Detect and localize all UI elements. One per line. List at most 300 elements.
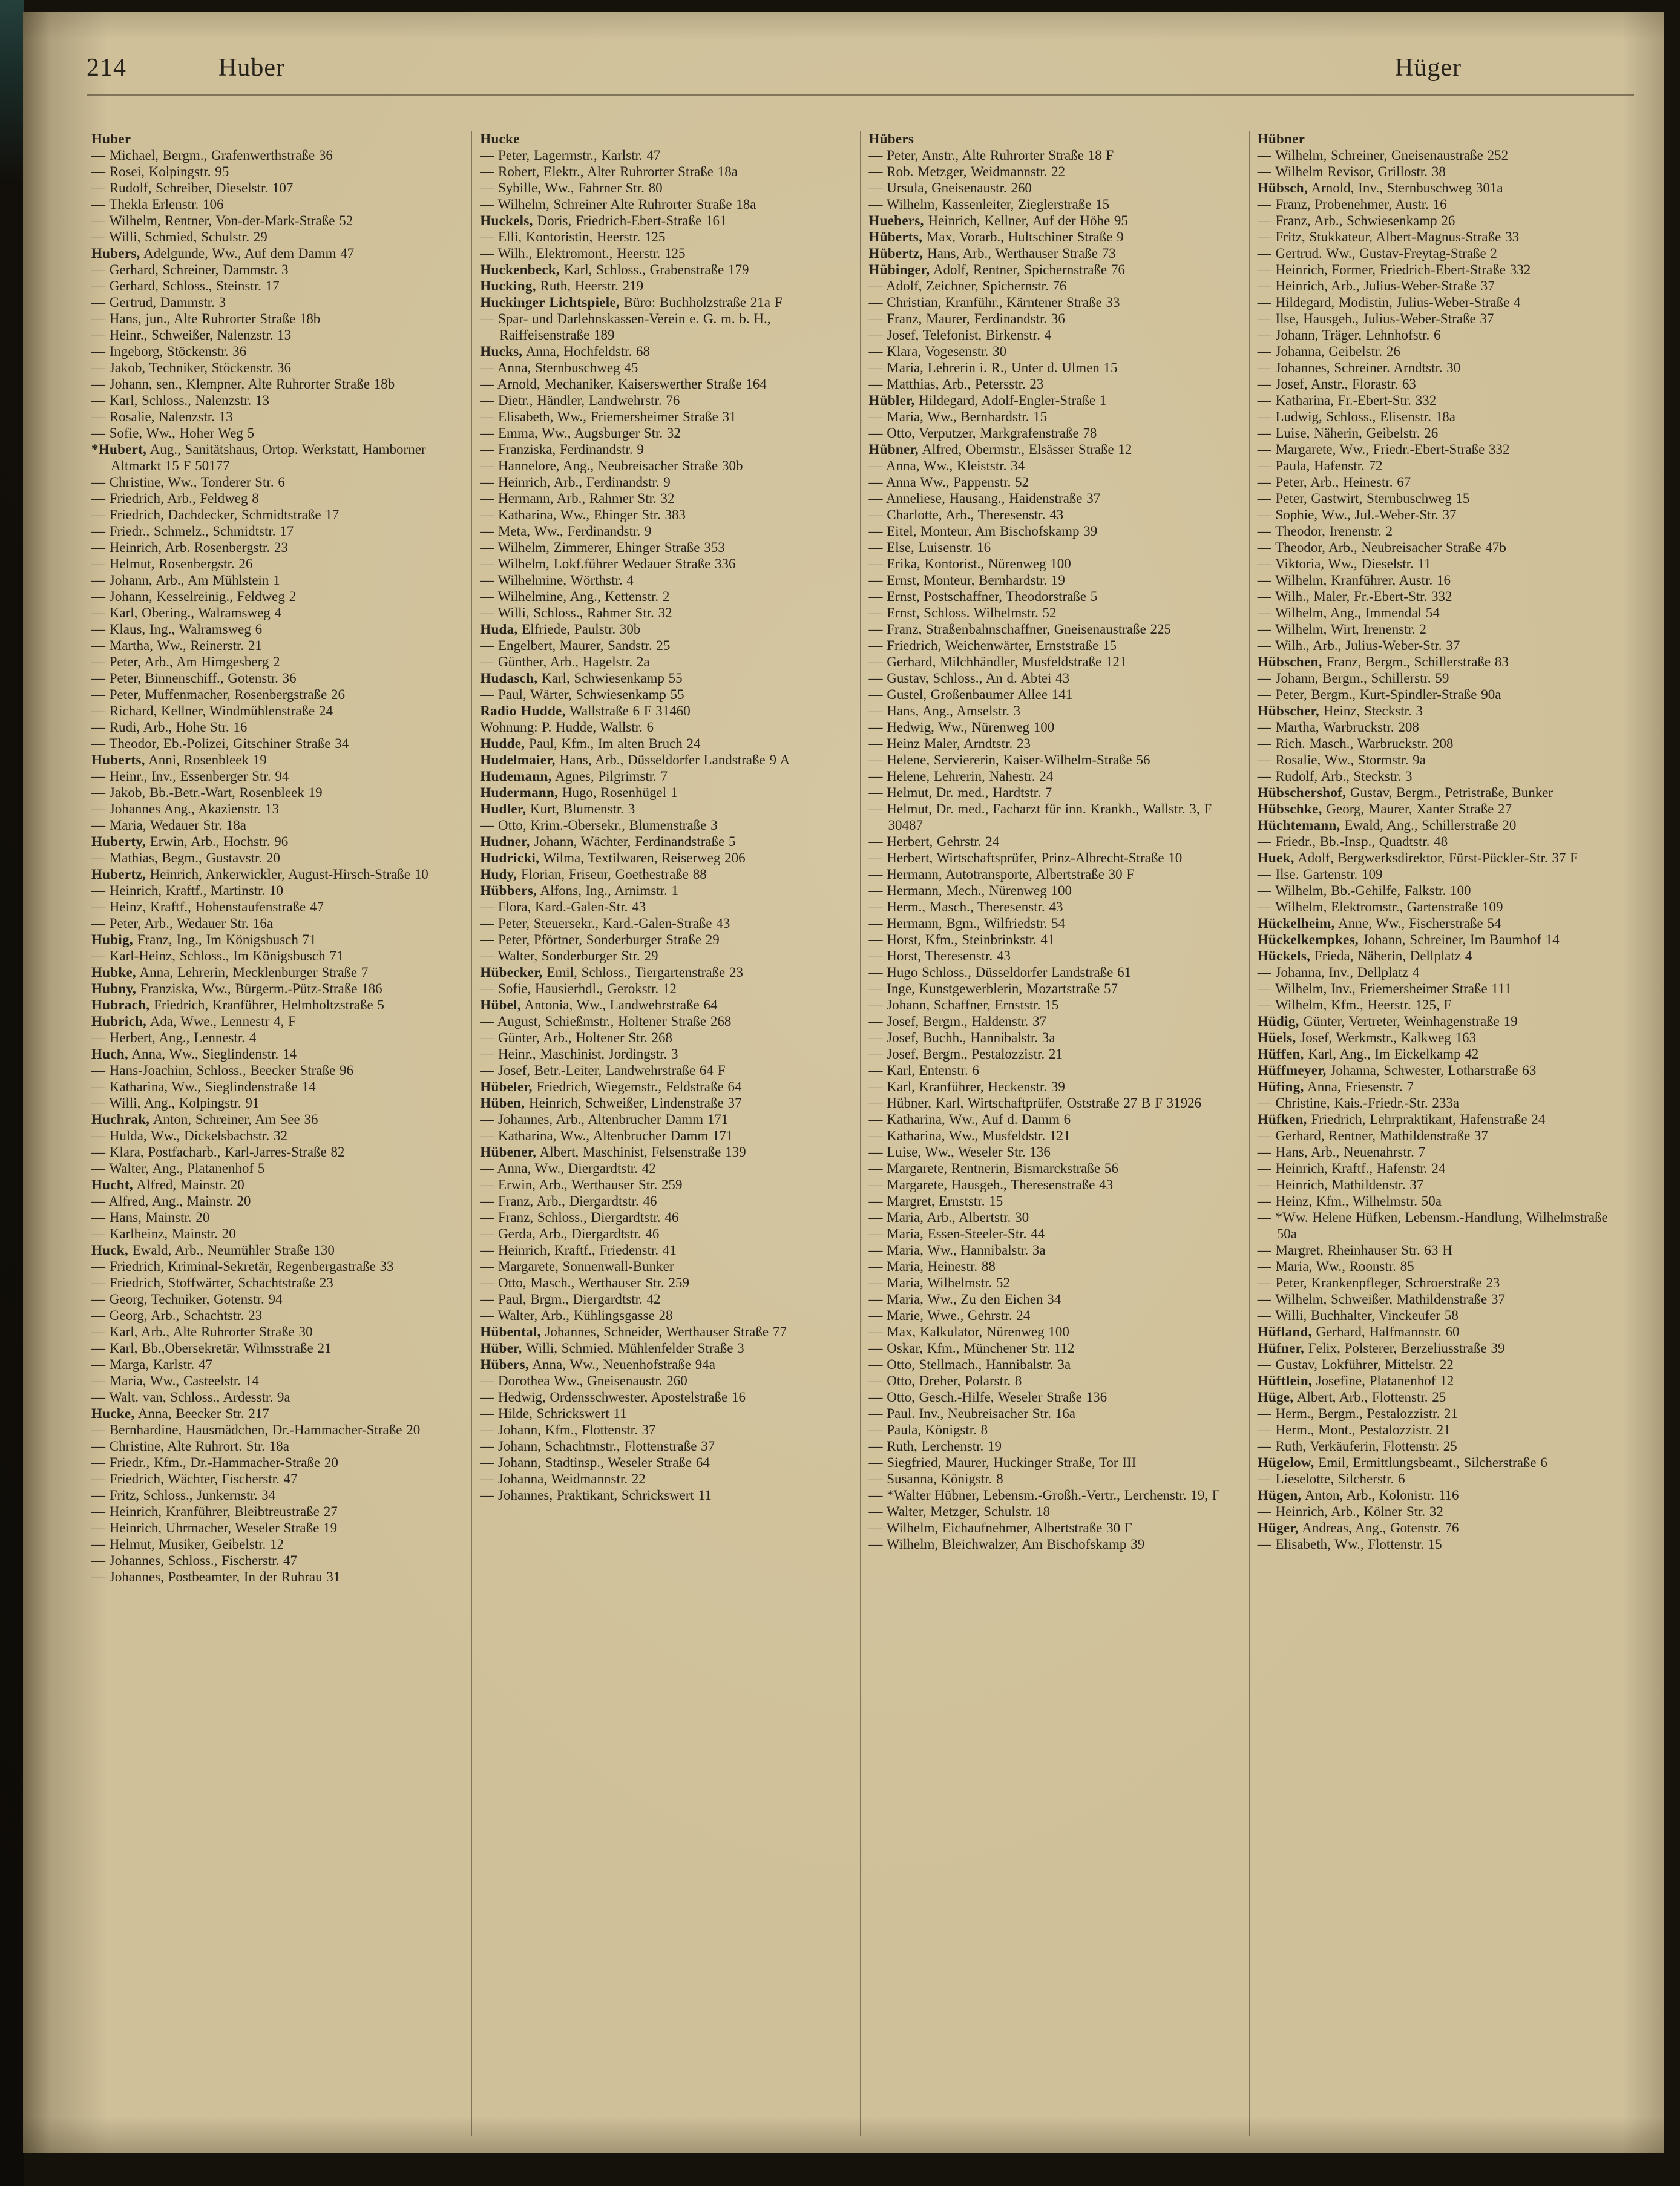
directory-entry: — Johannes, Schreiner. Arndtstr. 30 <box>1257 360 1461 375</box>
directory-entry: — Maria, Ww., Bernhardstr. 15 <box>868 409 1048 424</box>
directory-entry: — Hans, jun., Alte Ruhrorter Straße 18b <box>91 311 321 326</box>
page-header <box>87 50 1634 96</box>
directory-entry: — Rosalie, Nalenzstr. 13 <box>91 409 233 424</box>
directory-entry: — Viktoria, Ww., Dieselstr. 11 <box>1257 556 1431 571</box>
directory-entry: — Bernhardine, Hausmädchen, Dr.-Hammacher-Straße 20 <box>91 1422 421 1437</box>
directory-entry: — Rob. Metzger, Weidmannstr. 22 <box>868 164 1066 179</box>
directory-entry: — Johannes, Praktikant, Schrickswert 11 <box>480 1488 712 1503</box>
directory-entry: — Herbert, Wirtschaftsprüfer, Prinz-Albrecht-Straße 10 <box>868 850 1183 865</box>
entry-surname: Hudde, <box>480 736 525 751</box>
directory-entry: — Charlotte, Arb., Theresenstr. 43 <box>868 507 1064 522</box>
directory-entry: — Ruth, Lerchenstr. 19 <box>868 1439 1002 1454</box>
directory-entry: — Flora, Kard.-Galen-Str. 43 <box>480 899 646 914</box>
directory-entry: — Walter, Ang., Platanenhof 5 <box>91 1161 265 1176</box>
directory-entry: — Wilhelm, Rentner, Von-der-Mark-Straße 52 <box>91 213 353 228</box>
entry-surname: Hudasch, <box>480 671 538 686</box>
directory-entry: — Gerhard, Milchhändler, Musfeldstraße 121 <box>868 654 1127 669</box>
directory-entry: — Sophie, Ww., Jul.-Weber-Str. 37 <box>1257 507 1457 522</box>
directory-entry: — Herm., Mont., Pestalozzistr. 21 <box>1257 1422 1451 1437</box>
directory-entry: — Hermann, Bgm., Wilfriedstr. 54 <box>868 916 1066 931</box>
directory-entry: — Wilhelm, Kranführer, Austr. 16 <box>1257 573 1451 588</box>
entry-surname: Hübschen, <box>1257 654 1322 669</box>
directory-entry: — Rich. Masch., Warbruckstr. 208 <box>1257 736 1454 751</box>
directory-entry: — Friedrich, Stoffwärter, Schachtstraße 23 <box>91 1275 333 1290</box>
directory-entry: Hudasch, Karl, Schwiesenkamp 55 <box>480 671 683 686</box>
directory-column-2 <box>471 131 859 2136</box>
directory-entry: — Theodor, Eb.-Polizei, Gitschiner Straße 34 <box>91 736 349 751</box>
directory-entry: Hudy, Florian, Friseur, Goethestraße 88 <box>480 867 707 882</box>
directory-entry: — Anna, Sternbuschweg 45 <box>480 360 638 375</box>
directory-entry: — Anna, Ww., Diergardtstr. 42 <box>480 1161 656 1176</box>
directory-entry: — Hedwig, Ww., Nürenweg 100 <box>868 720 1055 735</box>
directory-entry <box>91 131 463 147</box>
directory-entry: — Lieselotte, Silcherstr. 6 <box>1257 1471 1405 1486</box>
directory-entry: — Inge, Kunstgewerblerin, Mozartstraße 57 <box>868 981 1118 996</box>
directory-entry: — Herm., Bergm., Pestalozzistr. 21 <box>1257 1406 1459 1421</box>
directory-entry: — Max, Kalkulator, Nürenweg 100 <box>868 1324 1069 1339</box>
header-keyword-left: Huber <box>218 54 285 82</box>
directory-entry: — Katharina, Ww., Auf d. Damm 6 <box>868 1112 1071 1127</box>
directory-entry: Hudelmaier, Hans, Arb., Düsseldorfer Landstraße 9 A <box>480 752 790 767</box>
directory-entry: — Karlheinz, Mainstr. 20 <box>91 1226 236 1241</box>
directory-entry: — Franz, Arb., Schwiesenkamp 26 <box>1257 213 1455 228</box>
directory-entry: — Friedr., Kfm., Dr.-Hammacher-Straße 20 <box>91 1455 338 1470</box>
entry-surname: Huckinger Lichtspiele, <box>480 295 620 310</box>
entry-surname: Hucht, <box>91 1177 133 1192</box>
directory-entry: — Alfred, Ang., Mainstr. 20 <box>91 1193 251 1209</box>
directory-entry: Hudner, Johann, Wächter, Ferdinandstraße 5 <box>480 834 736 849</box>
directory-entry: — Wilhelm, Elektromstr., Gartenstraße 109 <box>1257 899 1503 914</box>
entry-surname: Hübecker, <box>480 965 543 980</box>
entry-surname: Hübner, <box>868 442 919 457</box>
directory-entry: — Horst, Theresenstr. 43 <box>868 948 1011 963</box>
entry-surname: Hübel, <box>480 997 521 1013</box>
directory-entry: — Walter, Arb., Kühlingsgasse 28 <box>480 1308 673 1323</box>
directory-entry: — Hugo Schloss., Düsseldorfer Landstraße 61 <box>868 965 1132 980</box>
directory-entry: — Wilhelm, Kassenleiter, Zieglerstraße 15 <box>868 197 1110 212</box>
directory-entry: Hüben, Heinrich, Schweißer, Lindenstraße 37 <box>480 1095 742 1111</box>
directory-entry: Hubrach, Friedrich, Kranführer, Helmholtzstraße 5 <box>91 997 384 1013</box>
directory-entry: — Josef, Betr.-Leiter, Landwehrstraße 64 F <box>480 1063 726 1078</box>
directory-entry: — Fritz, Stukkateur, Albert-Magnus-Straße 33 <box>1257 229 1520 245</box>
entry-surname: Huberts, <box>91 752 145 767</box>
directory-entry: — Josef, Anstr., Florastr. 63 <box>1257 376 1416 392</box>
directory-entry: — Johann, Kfm., Flottenstr. 37 <box>480 1422 656 1437</box>
directory-entry: — Wilhelm, Lokf.führer Wedauer Straße 336 <box>480 556 736 571</box>
directory-entry: — Gerhard, Schloss., Steinstr. 17 <box>91 278 280 294</box>
directory-entry: — Otto, Dreher, Polarstr. 8 <box>868 1373 1022 1388</box>
directory-entry: — Heinrich, Kraftf., Martinstr. 10 <box>91 883 283 898</box>
directory-entry: — Marie, Wwe., Gehrstr. 24 <box>868 1308 1031 1323</box>
entry-surname: Hübeler, <box>480 1079 533 1094</box>
directory-entry: — Wilhelm, Bleichwalzer, Am Bischofskamp 39 <box>868 1537 1145 1552</box>
directory-entry: — Jakob, Bb.-Betr.-Wart, Rosenbleek 19 <box>91 785 323 800</box>
directory-entry: — Arnold, Mechaniker, Kaiserswerther Straße 164 <box>480 376 767 392</box>
directory-entry: — Helmut, Rosenbergstr. 26 <box>91 556 253 571</box>
directory-page <box>23 12 1664 2153</box>
directory-entry: Hübel, Antonia, Ww., Landwehrstraße 64 <box>480 997 718 1013</box>
directory-entry: — Günther, Arb., Hagelstr. 2a <box>480 654 650 669</box>
directory-entry: Hudricki, Wilma, Textilwaren, Reiserweg 206 <box>480 850 746 865</box>
directory-entry: — Margret, Ernststr. 15 <box>868 1193 1003 1209</box>
directory-entry: — Adolf, Zeichner, Spichernstr. 76 <box>868 278 1067 294</box>
directory-entry: — Peter, Binnenschiff., Gotenstr. 36 <box>91 671 297 686</box>
directory-entry: — Siegfried, Maurer, Huckinger Straße, Tor III <box>868 1455 1137 1470</box>
entry-surname: Huebers, <box>868 213 924 228</box>
directory-entry: — Rudolf, Arb., Steckstr. 3 <box>1257 769 1413 784</box>
directory-entry: — Karl, Arb., Alte Ruhrorter Straße 30 <box>91 1324 313 1339</box>
entry-surname: Hüffmeyer, <box>1257 1063 1327 1078</box>
entry-surname: Hübertz, <box>868 246 924 261</box>
directory-entry: Hübschershof, Gustav, Bergm., Petristraße, Bunker <box>1257 785 1554 800</box>
entry-surname: Hucke <box>480 131 520 146</box>
directory-entry: — Paula, Hafenstr. 72 <box>1257 458 1383 473</box>
entry-surname: Hüffen, <box>1257 1046 1304 1062</box>
directory-entry: — Paul. Inv., Neubreisacher Str. 16a <box>868 1406 1075 1421</box>
directory-column-3 <box>860 131 1249 2136</box>
directory-entry: — Hildegard, Modistin, Julius-Weber-Straße 4 <box>1257 295 1521 310</box>
directory-entry: — Johann, Schaffner, Ernststr. 15 <box>868 997 1059 1013</box>
directory-entry: — Georg, Techniker, Gotenstr. 94 <box>91 1292 283 1307</box>
directory-entry: — Friedrich, Wächter, Fischerstr. 47 <box>91 1471 298 1486</box>
directory-entry: — Heinrich, Uhrmacher, Weseler Straße 19 <box>91 1520 338 1535</box>
directory-entry: — Johann, Stadtinsp., Weseler Straße 64 <box>480 1455 710 1470</box>
directory-entry: — Heinr., Maschinist, Jordingstr. 3 <box>480 1046 678 1062</box>
directory-entry: — Friedrich, Kriminal-Sekretär, Regenbergastraße 33 <box>91 1259 394 1274</box>
directory-entry: — Josef, Buchh., Hannibalstr. 3a <box>868 1030 1055 1045</box>
entry-surname: Hubers, <box>91 246 140 261</box>
directory-entry: — Hermann, Arb., Rahmer Str. 32 <box>480 491 675 506</box>
entry-surname: Hüdig, <box>1257 1014 1299 1029</box>
directory-entry: — Hilde, Schrickswert 11 <box>480 1406 627 1421</box>
entry-surname: Hüftlein, <box>1257 1373 1312 1388</box>
directory-entry: — Walter, Metzger, Schulstr. 18 <box>868 1504 1050 1519</box>
directory-entry: — Katharina, Ww., Musfeldstr. 121 <box>868 1128 1071 1143</box>
directory-entry: — Gustav, Lokführer, Mittelstr. 22 <box>1257 1357 1454 1372</box>
entry-surname: Hüfken, <box>1257 1112 1307 1127</box>
directory-entry: — Franz, Arb., Diergardtstr. 46 <box>480 1193 657 1209</box>
entry-surname: Hüben, <box>480 1095 525 1111</box>
directory-entry: Huebers, Heinrich, Kellner, Auf der Höhe 95 <box>868 213 1128 228</box>
entry-surname: Hucks, <box>480 344 523 359</box>
directory-entry: — Johanna, Inv., Dellplatz 4 <box>1257 965 1420 980</box>
entry-surname: Radio Hudde, <box>480 703 566 718</box>
directory-entry: Hübscher, Heinz, Steckstr. 3 <box>1257 703 1423 718</box>
directory-entry: — Heinrich, Arb. Rosenbergstr. 23 <box>91 540 288 555</box>
directory-entry: — Wilhelm, Wirt, Irenenstr. 2 <box>1257 622 1426 637</box>
directory-entry: — Wilhelm, Kfm., Heerstr. 125, F <box>1257 997 1452 1013</box>
directory-entry: — Heinrich, Arb., Julius-Weber-Straße 37 <box>1257 278 1495 294</box>
entry-surname: Hückels, <box>1257 948 1311 963</box>
directory-entry: Hüffmeyer, Johanna, Schwester, Lotharstraße 63 <box>1257 1063 1537 1078</box>
directory-entry: — Franz, Probenehmer, Austr. 16 <box>1257 197 1447 212</box>
directory-entry: — Mathias, Begm., Gustavstr. 20 <box>91 850 280 865</box>
directory-entry: — Horst, Kfm., Steinbrinkstr. 41 <box>868 932 1055 947</box>
directory-entry: — Hulda, Ww., Dickelsbachstr. 32 <box>91 1128 288 1143</box>
directory-entry: — Margarete, Ww., Friedr.-Ebert-Straße 332 <box>1257 442 1510 457</box>
directory-entry: — Johann, Schachtmstr., Flottenstraße 37 <box>480 1439 715 1454</box>
entry-surname: Hübener, <box>480 1144 537 1160</box>
directory-entry: Hübental, Johannes, Schneider, Werthauser Straße 77 <box>480 1324 787 1339</box>
entry-surname: Hügen, <box>1257 1488 1302 1503</box>
directory-entry: *Hubert, Aug., Sanitätshaus, Ortop. Werkstatt, Hamborner Altmarkt 15 F 50177 <box>91 442 426 473</box>
directory-entry: — Helmut, Dr. med., Facharzt für inn. Krankh., Wallstr. 3, F 30487 <box>868 801 1212 833</box>
directory-entry: — Otto, Stellmach., Hannibalstr. 3a <box>868 1357 1071 1372</box>
directory-entry: — Johannes, Postbeamter, In der Ruhrau 31 <box>91 1569 341 1584</box>
directory-entry: — Heinr., Schweißer, Nalenzstr. 13 <box>91 327 292 343</box>
directory-entry: — *Walter Hübner, Lebensm.-Großh.-Vertr., Lerchenstr. 19, F <box>868 1488 1220 1503</box>
directory-entry: Hübschke, Georg, Maurer, Xanter Straße 27 <box>1257 801 1512 816</box>
directory-entry: — Otto, Verputzer, Markgrafenstraße 78 <box>868 425 1097 441</box>
directory-entry: — Anna, Ww., Kleiststr. 34 <box>868 458 1025 473</box>
entry-surname: Hudelmaier, <box>480 752 556 767</box>
directory-entry: Huck, Ewald, Arb., Neumühler Straße 130 <box>91 1242 335 1258</box>
directory-entry: Hubers, Adelgunde, Ww., Auf dem Damm 47 <box>91 246 355 261</box>
entry-surname: Hübbers, <box>480 883 537 898</box>
directory-entry: Hubny, Franziska, Ww., Bürgerm.-Pütz-Straße 186 <box>91 981 382 996</box>
directory-entry: — Wilhelm, Bb.-Gehilfe, Falkstr. 100 <box>1257 883 1471 898</box>
directory-entry: — Gertrud, Dammstr. 3 <box>91 295 226 310</box>
directory-entry: Hüfner, Felix, Polsterer, Berzeliusstraße 39 <box>1257 1341 1505 1356</box>
directory-entry: — Marga, Karlstr. 47 <box>91 1357 212 1372</box>
directory-entry: — Hans, Ang., Amselstr. 3 <box>868 703 1021 718</box>
directory-entry: — Paul, Brgm., Diergardtstr. 42 <box>480 1292 661 1307</box>
directory-entry: Hübsch, Arnold, Inv., Sternbuschweg 301a <box>1257 180 1503 195</box>
directory-column-4 <box>1249 131 1637 2136</box>
directory-entry: Hübner, Alfred, Obermstr., Elsässer Straße 12 <box>868 442 1132 457</box>
directory-entry: Huberts, Anni, Rosenbleek 19 <box>91 752 267 767</box>
directory-entry: — Rudolf, Schreiber, Dieselstr. 107 <box>91 180 294 195</box>
directory-entry: — Hannelore, Ang., Neubreisacher Straße 30b <box>480 458 743 473</box>
directory-entry: — Günter, Arb., Holtener Str. 268 <box>480 1030 672 1045</box>
directory-entry: — Gustel, Großenbaumer Allee 141 <box>868 687 1073 702</box>
directory-entry: — Maria, Ww., Casteelstr. 14 <box>91 1373 259 1388</box>
directory-entry: — Helmut, Musiker, Geibelstr. 12 <box>91 1537 284 1552</box>
directory-entry: — Christine, Alte Ruhrort. Str. 18a <box>91 1439 289 1454</box>
directory-entry: — Friedr., Schmelz., Schmidtstr. 17 <box>91 524 294 539</box>
directory-entry: — Wilh., Elektromont., Heerstr. 125 <box>480 246 686 261</box>
directory-entry: Radio Hudde, Wallstraße 6 F 31460 <box>480 703 691 718</box>
entry-surname: Huberty, <box>91 834 146 849</box>
directory-entry: — Heinrich, Arb., Ferdinandstr. 9 <box>480 474 671 490</box>
directory-entry: — August, Schießmstr., Holtener Straße 268 <box>480 1014 732 1029</box>
directory-entry: — Michael, Bergm., Grafenwerthstraße 36 <box>91 148 333 163</box>
entry-surname: Hüger, <box>1257 1520 1299 1535</box>
entry-surname: Hübinger, <box>868 262 930 277</box>
directory-entry: — Christian, Kranführ., Kärntener Straße 33 <box>868 295 1120 310</box>
directory-entry: — Wilhelmine, Ang., Kettenstr. 2 <box>480 589 670 604</box>
directory-entry: — Willi, Ang., Kolpingstr. 91 <box>91 1095 260 1111</box>
directory-entry: — Gerhard, Schreiner, Dammstr. 3 <box>91 262 289 277</box>
directory-entry: — Herbert, Ang., Lennestr. 4 <box>91 1030 257 1045</box>
directory-entry: — Margret, Rheinhauser Str. 63 H <box>1257 1242 1452 1258</box>
directory-entry: — Johann, sen., Klempner, Alte Ruhrorter Straße 18b <box>91 376 395 392</box>
directory-entry: — Ingeborg, Stöckenstr. 36 <box>91 344 247 359</box>
directory-entry: — Martha, Warbruckstr. 208 <box>1257 720 1419 735</box>
directory-entry: — Ursula, Gneisenaustr. 260 <box>868 180 1032 195</box>
directory-entry: — Wilhelm, Eichaufnehmer, Albertstraße 30 F <box>868 1520 1132 1535</box>
directory-entry: — Ilse, Hausgeh., Julius-Weber-Straße 37 <box>1257 311 1494 326</box>
directory-entry: — Elisabeth, Ww., Friemersheimer Straße 31 <box>480 409 737 424</box>
directory-entry: Hübbers, Alfons, Ing., Arnimstr. 1 <box>480 883 679 898</box>
directory-entry: — Wilh., Arb., Julius-Weber-Str. 37 <box>1257 638 1460 653</box>
directory-column-1 <box>84 131 471 2136</box>
directory-entry: — Luise, Ww., Weseler Str. 136 <box>868 1144 1051 1160</box>
directory-entry: — Karl, Schloss., Nalenzstr. 13 <box>91 393 270 408</box>
directory-entry: Hudemann, Agnes, Pilgrimstr. 7 <box>480 769 668 784</box>
entry-surname: Hübental, <box>480 1324 541 1339</box>
directory-entry: — Emma, Ww., Augsburger Str. 32 <box>480 425 681 441</box>
directory-entry: — Matthias, Arb., Petersstr. 23 <box>868 376 1044 392</box>
directory-entry: — Friedrich, Arb., Feldweg 8 <box>91 491 259 506</box>
directory-entry: — Gerda, Arb., Diergardtstr. 46 <box>480 1226 660 1241</box>
directory-entry: — Franz, Schloss., Diergardtstr. 46 <box>480 1210 679 1225</box>
directory-entry: — Ernst, Postschaffner, Theodorstraße 5 <box>868 589 1098 604</box>
directory-entry: — Hans, Arb., Neuenahrstr. 7 <box>1257 1144 1426 1160</box>
directory-entry: — Theodor, Arb., Neubreisacher Straße 47b <box>1257 540 1506 555</box>
directory-entry: — Johanna, Geibelstr. 26 <box>1257 344 1400 359</box>
directory-entry: Huchrak, Anton, Schreiner, Am See 36 <box>91 1112 318 1127</box>
directory-entry: — Christine, Kais.-Friedr.-Str. 233a <box>1257 1095 1460 1111</box>
directory-entry: Hüchtemann, Ewald, Ang., Schillerstraße 20 <box>1257 818 1517 833</box>
directory-entry: Hucking, Ruth, Heerstr. 219 <box>480 278 644 294</box>
entry-surname: Hubrach, <box>91 997 150 1013</box>
entry-surname: Hubertz, <box>91 867 146 882</box>
directory-entry: Hudler, Kurt, Blumenstr. 3 <box>480 801 635 816</box>
directory-entry: — Margarete, Hausgeh., Theresenstraße 43 <box>868 1177 1114 1192</box>
directory-entry: Huch, Anna, Ww., Sieglindenstr. 14 <box>91 1046 297 1062</box>
directory-entry: — Hermann, Mech., Nürenweg 100 <box>868 883 1072 898</box>
directory-entry: — Wilhelm, Schreiner Alte Ruhrorter Straße 18a <box>480 197 756 212</box>
directory-entry: — Luise, Näherin, Geibelstr. 26 <box>1257 425 1439 441</box>
directory-entry: — Eitel, Monteur, Am Bischofskamp 39 <box>868 524 1098 539</box>
entry-surname: Hucking, <box>480 278 536 294</box>
directory-entry: — Maria, Ww., Hannibalstr. 3a <box>868 1242 1046 1258</box>
entry-surname: Hüber, <box>480 1341 522 1356</box>
directory-entry <box>869 131 1241 147</box>
entry-surname: Hüge, <box>1257 1390 1294 1405</box>
directory-entry: Hügelow, Emil, Ermittlungsbeamt., Silcherstraße 6 <box>1257 1455 1547 1470</box>
directory-entry: Hubrich, Ada, Wwe., Lennestr 4, F <box>91 1014 296 1029</box>
directory-entry: Wohnung: P. Hudde, Wallstr. 6 <box>480 720 654 735</box>
directory-entry: — Klara, Vogesenstr. 30 <box>868 344 1007 359</box>
directory-entry: Hückelkempkes, Johann, Schreiner, Im Baumhof 14 <box>1257 932 1560 947</box>
directory-entry: — Johannes Ang., Akazienstr. 13 <box>91 801 279 816</box>
directory-entry: — Maria, Ww., Roonstr. 85 <box>1257 1259 1414 1274</box>
entry-surname: Hüberts, <box>868 229 923 245</box>
directory-entry: — Rosei, Kolpingstr. 95 <box>91 164 229 179</box>
directory-entry: — Hermann, Autotransporte, Albertstraße 30 F <box>868 867 1135 882</box>
directory-entry: — Wilhelm, Ang., Immendal 54 <box>1257 605 1440 620</box>
directory-entry: — Heinrich, Former, Friedrich-Ebert-Straße 332 <box>1257 262 1531 277</box>
directory-entry: — Josef, Telefonist, Birkenstr. 4 <box>868 327 1052 343</box>
entry-surname: Hudricki, <box>480 850 540 865</box>
directory-entry: — Sofie, Ww., Hoher Weg 5 <box>91 425 255 441</box>
directory-entry: — Sybille, Ww., Fahrner Str. 80 <box>480 180 663 195</box>
entry-surname: Hübschershof, <box>1257 785 1347 800</box>
directory-entry: Hüger, Andreas, Ang., Gotenstr. 76 <box>1257 1520 1459 1535</box>
directory-entry: — Elisabeth, Ww., Flottenstr. 15 <box>1257 1537 1442 1552</box>
directory-entry: Hucks, Anna, Hochfeldstr. 68 <box>480 344 651 359</box>
directory-entry: — Spar- und Darlehnskassen-Verein e. G. m. b. H., Raiffeisenstraße 189 <box>480 311 771 343</box>
directory-entry: — Katharina, Ww., Ehinger Str. 383 <box>480 507 686 522</box>
directory-entry: — Herbert, Gehrstr. 24 <box>868 834 1000 849</box>
directory-entry <box>480 131 851 147</box>
directory-entry: Hüftlein, Josefine, Platanenhof 12 <box>1257 1373 1454 1388</box>
directory-entry: — Katharina, Ww., Altenbrucher Damm 171 <box>480 1128 733 1143</box>
directory-entry: Hüffen, Karl, Ang., Im Eickelkamp 42 <box>1257 1046 1479 1062</box>
entry-surname: *Hubert, <box>91 442 147 457</box>
entry-surname: Hubke, <box>91 965 137 980</box>
directory-entry: — Karl, Entenstr. 6 <box>868 1063 979 1078</box>
entry-surname: Huchrak, <box>91 1112 150 1127</box>
directory-entry: — Jakob, Techniker, Stöckenstr. 36 <box>91 360 292 375</box>
directory-entry: Hübecker, Emil, Schloss., Tiergartenstraße 23 <box>480 965 743 980</box>
directory-entry: — Willi, Schmied, Schulstr. 29 <box>91 229 267 245</box>
entry-surname: Huckels, <box>480 213 533 228</box>
directory-entry: — Friedrich, Dachdecker, Schmidtstraße 17 <box>91 507 340 522</box>
directory-entry: — Peter, Pförtner, Sonderburger Straße 29 <box>480 932 720 947</box>
directory-entry: — Hübner, Karl, Wirtschaftprüfer, Oststraße 27 B F 31926 <box>868 1095 1202 1111</box>
directory-entry: — Hans, Mainstr. 20 <box>91 1210 210 1225</box>
entry-surname: Hubrich, <box>91 1014 147 1029</box>
directory-entry: — Dorothea Ww., Gneisenaustr. 260 <box>480 1373 687 1388</box>
entry-surname: Huber <box>91 131 131 146</box>
directory-entry: Hucht, Alfred, Mainstr. 20 <box>91 1177 244 1192</box>
directory-entry: — Johann, Bergm., Schillerstr. 59 <box>1257 671 1449 686</box>
directory-entry: — Paula, Königstr. 8 <box>868 1422 988 1437</box>
entry-surname: Hudemann, <box>480 769 552 784</box>
directory-entry: Hüdig, Günter, Vertreter, Weinhagenstraße 19 <box>1257 1014 1518 1029</box>
directory-entry: — Ruth, Verkäuferin, Flottenstr. 25 <box>1257 1439 1457 1454</box>
directory-entry: — Rudi, Arb., Hohe Str. 16 <box>91 720 248 735</box>
directory-entry: — Peter, Arb., Wedauer Str. 16a <box>91 916 274 931</box>
directory-entry: — Ernst, Monteur, Bernhardstr. 19 <box>868 573 1065 588</box>
directory-entry: — *Ww. Helene Hüfken, Lebensm.-Handlung, Wilhelmstraße 50a <box>1257 1210 1608 1241</box>
directory-entry: Hüge, Albert, Arb., Flottenstr. 25 <box>1257 1390 1446 1405</box>
directory-entry: — Oskar, Kfm., Münchener Str. 112 <box>868 1341 1075 1356</box>
directory-entry: — Karl, Kranführer, Heckenstr. 39 <box>868 1079 1065 1094</box>
directory-entry: — Wilhelm Revisor, Grillostr. 38 <box>1257 164 1446 179</box>
directory-entry: — Wilhelm, Schweißer, Mathildenstraße 37 <box>1257 1292 1506 1307</box>
book-spine <box>0 0 24 2186</box>
directory-entry: — Fritz, Schloss., Junkernstr. 34 <box>91 1488 276 1503</box>
directory-entry: — Peter, Bergm., Kurt-Spindler-Straße 90a <box>1257 687 1501 702</box>
directory-entry: Huckenbeck, Karl, Schloss., Grabenstraße 179 <box>480 262 749 277</box>
entry-surname: Hückelheim, <box>1257 916 1335 931</box>
entry-surname: Hudy, <box>480 867 517 882</box>
directory-entry: — Wilhelm, Zimmerer, Ehinger Straße 353 <box>480 540 725 555</box>
directory-entry: — Wilh., Maler, Fr.-Ebert-Str. 332 <box>1257 589 1452 604</box>
directory-entry: — Paul, Wärter, Schwiesenkamp 55 <box>480 687 684 702</box>
directory-columns <box>84 131 1637 2136</box>
directory-entry: — Johanna, Weidmannstr. 22 <box>480 1471 646 1486</box>
directory-entry: Hucke, Anna, Beecker Str. 217 <box>91 1406 269 1421</box>
directory-entry: — Johann, Kesselreinig., Feldweg 2 <box>91 589 297 604</box>
directory-entry: — Erika, Kontorist., Nürenweg 100 <box>868 556 1071 571</box>
entry-surname: Hudermann, <box>480 785 559 800</box>
directory-entry: Hudde, Paul, Kfm., Im alten Bruch 24 <box>480 736 701 751</box>
directory-entry: Hübinger, Adolf, Rentner, Spichernstraße 76 <box>868 262 1125 277</box>
directory-entry: — Maria, Arb., Albertstr. 30 <box>868 1210 1029 1225</box>
directory-entry: — Maria, Essen-Steeler-Str. 44 <box>868 1226 1045 1241</box>
entry-surname: Hudner, <box>480 834 530 849</box>
directory-entry: — Franz, Maurer, Ferdinandstr. 36 <box>868 311 1065 326</box>
directory-entry: — Johannes, Arb., Altenbrucher Damm 171 <box>480 1112 729 1127</box>
directory-entry: Huckels, Doris, Friedrich-Ebert-Straße 161 <box>480 213 727 228</box>
entry-surname: Huek, <box>1257 850 1294 865</box>
directory-entry: Hübener, Albert, Maschinist, Felsenstraße 139 <box>480 1144 746 1160</box>
